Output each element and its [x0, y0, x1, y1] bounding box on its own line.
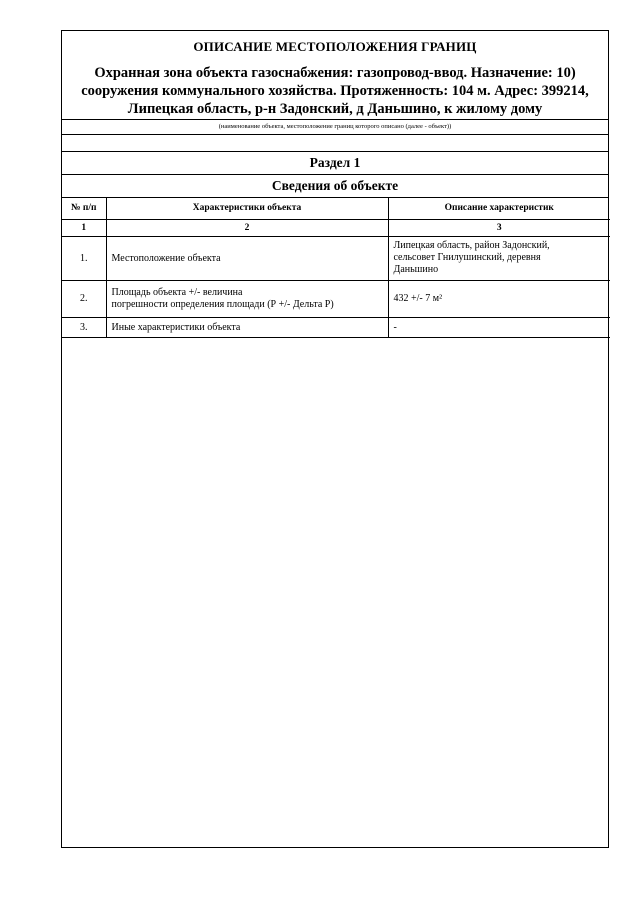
column-number-row	[62, 219, 610, 236]
section-title: Раздел 1	[62, 152, 608, 175]
object-title-line: сооружения коммунального хозяйства. Протяженность: 104 м. Адрес: 399214,	[81, 83, 589, 99]
column-header-number: № п/п	[62, 198, 106, 219]
description-line: Липецкая область, район Задонский,	[393, 240, 550, 251]
row-description: 432 +/- 7 м²	[388, 280, 610, 317]
characteristic-line: погрешности определения площади (Р +/- Дельта Р)	[111, 298, 334, 310]
row-description: -	[388, 317, 610, 337]
document-frame	[61, 30, 609, 848]
column-header-characteristic: Характеристики объекта	[106, 198, 388, 219]
description-line: Даньшино	[393, 264, 439, 275]
row-number: 2.	[62, 280, 106, 317]
column-number: 1	[62, 219, 106, 236]
spacer-row	[62, 135, 608, 152]
row-characteristic: Местоположение объекта	[106, 236, 388, 280]
row-number: 3.	[62, 317, 106, 337]
row-characteristic	[106, 280, 388, 317]
object-caption: (наименование объекта, местоположение границ которого описано (далее - объект))	[62, 120, 608, 135]
table-header-row	[62, 198, 610, 219]
object-title-line: Липецкая область, р-н Задонский, д Даньшино, к жилому дому	[127, 101, 543, 117]
characteristic-line: Площадь объекта +/- величина	[111, 286, 243, 298]
info-title: Сведения об объекте	[62, 175, 608, 198]
column-header-description: Описание характеристик	[388, 198, 610, 219]
object-title	[62, 64, 608, 118]
table-row	[62, 280, 610, 317]
description-line: сельсовет Гнилушинский, деревня	[393, 252, 541, 263]
characteristics-table	[62, 198, 610, 338]
row-characteristic: Иные характеристики объекта	[106, 317, 388, 337]
column-number: 2	[106, 219, 388, 236]
document-header	[62, 31, 608, 120]
document-title: ОПИСАНИЕ МЕСТОПОЛОЖЕНИЯ ГРАНИЦ	[193, 39, 477, 54]
table-row	[62, 236, 610, 280]
table-row	[62, 317, 610, 337]
object-title-line: Охранная зона объекта газоснабжения: газопровод-ввод. Назначение: 10)	[94, 65, 576, 81]
row-number: 1.	[62, 236, 106, 280]
column-number: 3	[388, 219, 610, 236]
row-description	[388, 236, 610, 280]
